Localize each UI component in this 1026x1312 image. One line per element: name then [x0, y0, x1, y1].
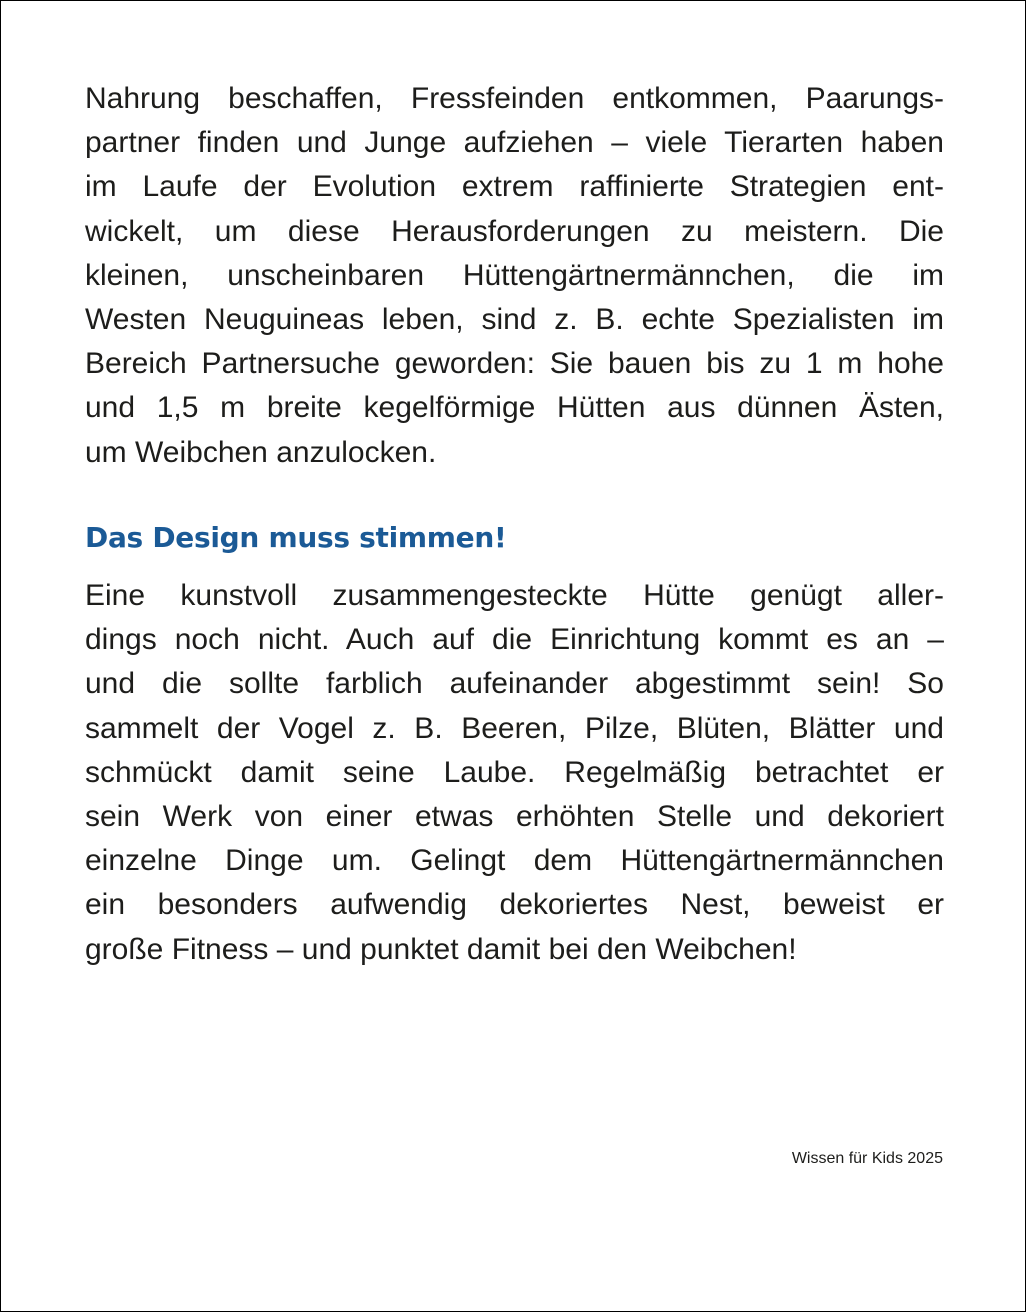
paragraph-line: im Laufe der Evolution extrem raffinierte Strategien ent-: [85, 170, 944, 204]
paragraph-line: Nahrung beschaffen, Fressfeinden entkommen, Paarungs-: [85, 82, 944, 115]
paragraph-line: partner finden und Junge aufziehen – viele Tierarten haben: [85, 126, 944, 160]
design-paragraph: [85, 574, 944, 972]
paragraph-line: große Fitness – und punktet damit bei den Weibchen!: [85, 932, 797, 966]
paragraph-line: sammelt der Vogel z. B. Beeren, Pilze, Blüten, Blätter und: [85, 711, 944, 745]
paragraph-line: um Weibchen anzulocken.: [85, 435, 437, 469]
paragraph-line: Eine kunstvoll zusammengesteckte Hütte genügt aller-: [85, 579, 944, 612]
paragraph-line: sein Werk von einer etwas erhöhten Stelle und dekoriert: [85, 800, 944, 834]
paragraph-line: wickelt, um diese Herausforderungen zu meistern. Die: [85, 214, 944, 248]
paragraph-line: schmückt damit seine Laube. Regelmäßig betrachtet er: [85, 755, 944, 789]
paragraph-line: einzelne Dinge um. Gelingt dem Hüttengärtnermännchen: [85, 844, 944, 878]
paragraph-line: dings noch nicht. Auch auf die Einrichtung kommt es an –: [85, 623, 944, 657]
paragraph-line: kleinen, unscheinbaren Hüttengärtnermännchen, die im: [85, 258, 944, 292]
intro-paragraph: [85, 77, 944, 475]
paragraph-line: und 1,5 m breite kegelförmige Hütten aus dünnen Ästen,: [85, 391, 944, 425]
section-heading: Das Design muss stimmen!: [85, 521, 507, 554]
paragraph-line: Bereich Partnersuche geworden: Sie bauen bis zu 1 m hohe: [85, 347, 944, 381]
paragraph-line: Westen Neuguineas leben, sind z. B. echte Spezialisten im: [85, 303, 944, 337]
paragraph-line: ein besonders aufwendig dekoriertes Nest, beweist er: [85, 888, 944, 922]
footer-credit: Wissen für Kids 2025: [791, 1150, 943, 1167]
paragraph-line: und die sollte farblich aufeinander abgestimmt sein! So: [85, 667, 944, 701]
